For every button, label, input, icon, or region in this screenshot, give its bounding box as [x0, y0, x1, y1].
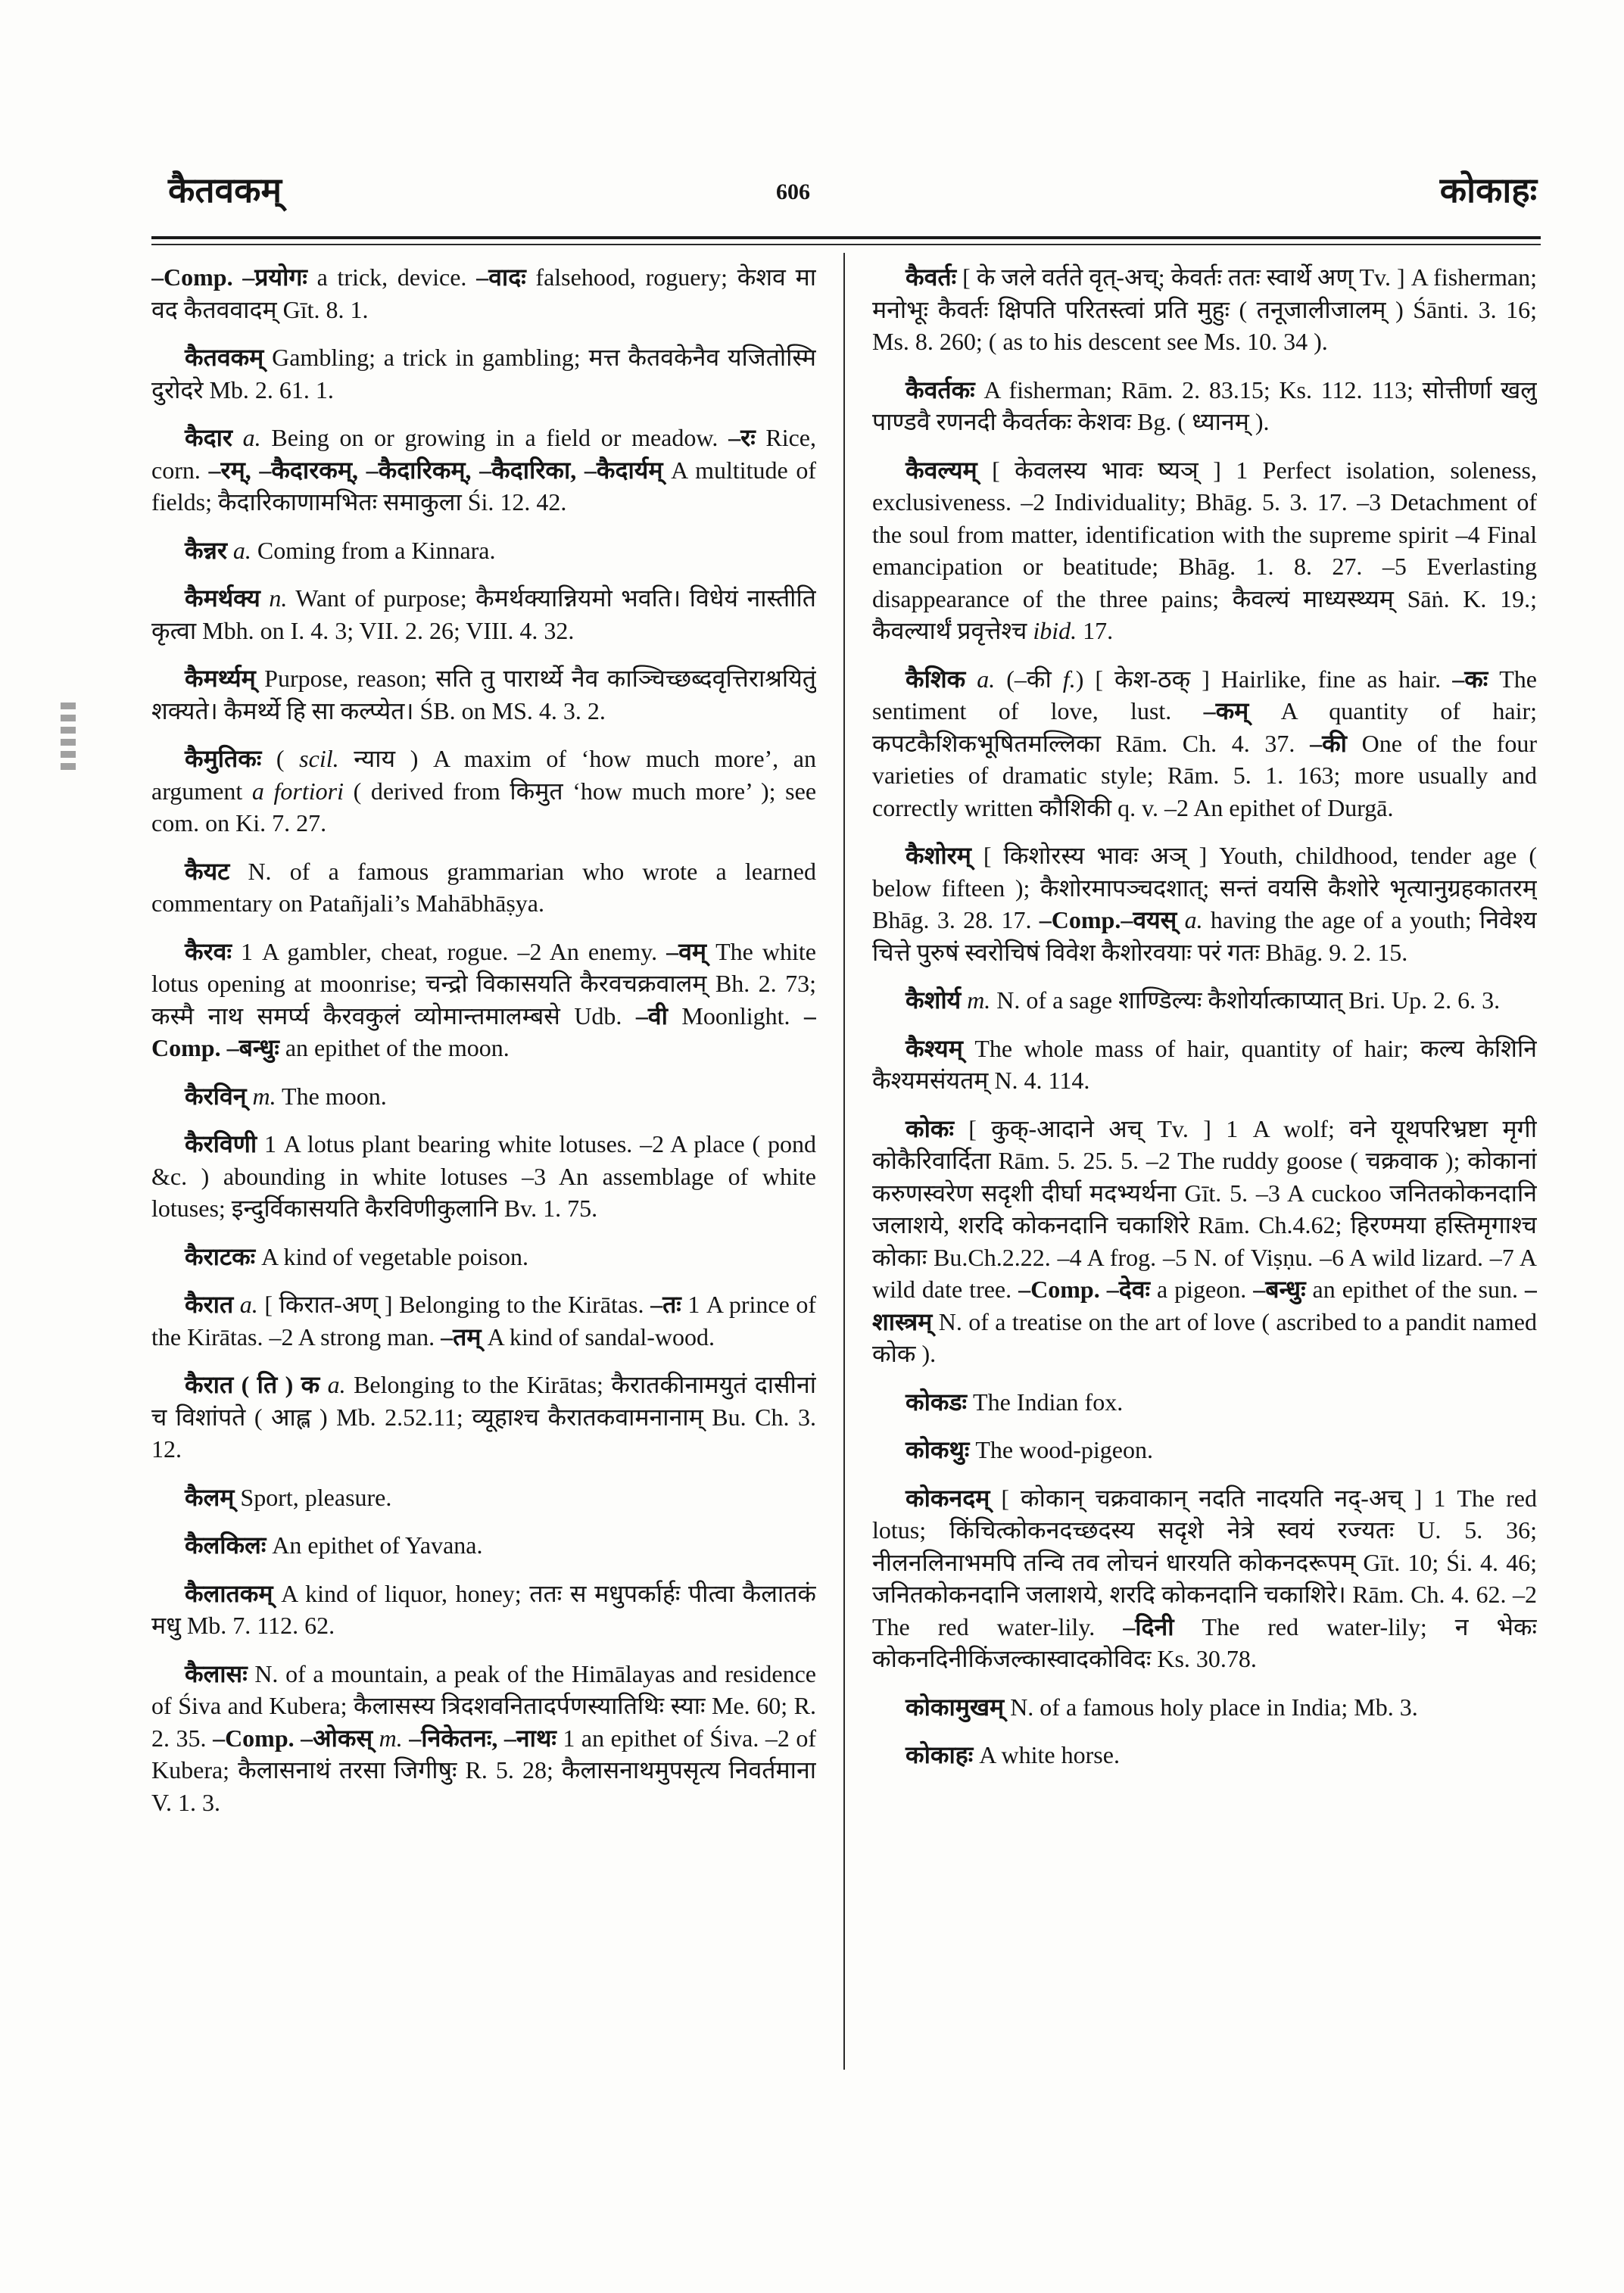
dictionary-entry	[151, 534, 816, 567]
definition-text: An epithet of Yavana.	[266, 1531, 483, 1559]
margin-mark	[61, 703, 76, 772]
definition-text: Sport, pleasure.	[234, 1483, 392, 1511]
right-guide-word: कोकाहः	[1439, 171, 1537, 210]
sub-headword: –Comp. –देवः	[1018, 1276, 1150, 1303]
definition-text	[247, 1083, 253, 1110]
headword: कैमर्थक्य	[185, 584, 260, 612]
dictionary-entry	[872, 840, 1537, 968]
grammar-abbreviation: a.	[327, 1371, 346, 1398]
definition-text: having the age of a youth; निवेश्य चित्ते पुरुषं स्वरोचिषं विवेश कैशोरवयाः परं गतः Bhāg. 9. 2. 15.	[872, 906, 1537, 966]
sub-headword: –की	[1310, 729, 1347, 757]
sub-headword: –रम्, –कैदारकम्, –कैदारिकम्, –कैदारिका, –कैदार्यम्	[208, 456, 663, 484]
definition-text: A kind of vegetable poison.	[255, 1242, 528, 1270]
definition-text: (	[261, 745, 300, 772]
headword: कोकाहः	[906, 1741, 974, 1768]
headword: कैरवः	[185, 937, 232, 965]
dictionary-entry	[151, 1658, 816, 1819]
dictionary-entry	[872, 374, 1537, 438]
dictionary-entry	[872, 984, 1537, 1017]
sub-headword: –Comp. –बन्धुः	[151, 1002, 816, 1061]
dictionary-entry	[151, 1369, 816, 1466]
definition-text: 1 A lotus plant bearing white lotuses. –2 A place ( pond &c. ) abounding in white lotuses –3 An assemblage of white lotuses; इन्दुर्विकासयति कैरविणीकुलानि Bv. 1. 75.	[151, 1130, 816, 1222]
definition-text: N. of a mountain, a peak of the Himālayas and residence of Śiva and Kubera; कैलासस्य त्रिदशवनितादर्पणस्यातिथिः स्याः Me. 60; R. 2. 35.	[151, 1659, 816, 1752]
sub-headword: –दिनी	[1123, 1612, 1174, 1640]
definition-text: Want of purpose; कैमर्थक्यान्नियमो भवति। विधेयं नास्तीति कृत्वा Mbh. on I. 4. 3; VII. 2. 26; VIII. 4. 32.	[151, 584, 816, 644]
headword: कैतवकम्	[185, 344, 264, 371]
dictionary-entry	[872, 1386, 1537, 1419]
sub-headword: –रः	[728, 424, 756, 451]
grammar-abbreviation: m.	[379, 1724, 403, 1752]
dictionary-entry	[872, 261, 1537, 358]
sub-headword: –Comp.–वयस्	[1039, 906, 1177, 933]
header-rule-thin	[151, 244, 1541, 245]
definition-text	[233, 1291, 240, 1318]
column-divider	[843, 253, 845, 2070]
definition-text: ( derived from किमुत ‘how much more’ ); see com. on Ki. 7. 27.	[151, 777, 816, 837]
headword: कैलम्	[185, 1483, 235, 1511]
grammar-abbreviation: a.	[977, 665, 996, 693]
grammar-abbreviation: m.	[967, 986, 991, 1014]
definition-text	[227, 537, 233, 564]
dictionary-entry	[872, 1113, 1537, 1370]
definition-text: The Indian fox.	[967, 1388, 1124, 1416]
headword: कैश्यम्	[906, 1034, 963, 1062]
dictionary-entry	[151, 1080, 816, 1113]
sub-headword: –वम्	[666, 937, 707, 965]
headword: कैलासः	[185, 1659, 248, 1687]
definition-text: A quantity of hair; कपटकैशिकभूषितमल्लिका Rām. Ch. 4. 37.	[872, 697, 1537, 757]
sub-headword: –कः	[1452, 665, 1488, 693]
dictionary-entry	[151, 1288, 816, 1353]
definition-text: [ किरात-अण् ] Belonging to the Kirātas.	[257, 1291, 651, 1318]
sub-headword: –बन्धुः	[1253, 1276, 1306, 1303]
definition-text	[320, 1371, 327, 1398]
headword: कैराटकः	[185, 1242, 256, 1270]
sub-headword: –वादः	[476, 263, 526, 291]
sub-headword: –शास्त्रम्	[872, 1276, 1537, 1335]
headword: कैमुतिकः	[185, 745, 262, 772]
grammar-abbreviation: n.	[269, 584, 288, 612]
definition-text: [ कुक्-आदाने अच् Tv. ] 1 A wolf; वने यूथपरिभ्रष्टा मृगी कोकैरिवार्दिता Rām. 5. 25. 5. –2 The ruddy goose ( चक्रवाक ); कोकानां करुणस्वरेण सदृशी दीर्घा मदभ्यर्थना Gīt. 5. –3 A cuckoo जनितकोकनदानि जलाशये, शरदि कोकनदानि चकाशिरे Rām. Ch.4.62; हिरण्मया हस्तिमृगाश्च कोकाः Bu.Ch.2.22. –4 A frog. –5 N. of Viṣṇu. –6 A wild lizard. –7 A wild date tree.	[872, 1114, 1537, 1303]
definition-text: The moon.	[276, 1082, 387, 1110]
dictionary-entry	[151, 1128, 816, 1225]
definition-text: A kind of sandal-wood.	[481, 1323, 715, 1351]
definition-text	[965, 665, 977, 693]
dictionary-entry	[151, 1481, 816, 1514]
definition-text: The whole mass of hair, quantity of hair; कल्य केशिनि कैश्यमसंयतम् N. 4. 114.	[872, 1034, 1537, 1094]
dictionary-entry	[872, 1033, 1537, 1097]
definition-text: N. of a treatise on the art of love ( ascribed to a pandit named कोक ).	[872, 1307, 1537, 1367]
dictionary-entry	[872, 1434, 1537, 1466]
definition-text: [ के जले वर्तते वृत्-अच्; केवर्तः ततः स्वार्थे अण् Tv. ] A fisherman; मनोभूः कैवर्तः क्षिपति परितस्त्वां प्रति मुहुः ( तनूजालीजालम् ) Śānti. 3. 16; Ms. 8. 260; ( as to his descent see Ms. 10. 34 ).	[872, 263, 1537, 355]
definition-text: Being on or growing in a field or meadow.	[260, 424, 729, 451]
dictionary-entry	[151, 855, 816, 920]
definition-text: Moonlight.	[667, 1002, 804, 1030]
headword: कैन्नर	[185, 536, 227, 564]
dictionary-entry	[151, 1529, 816, 1562]
headword: कोकडः	[906, 1388, 968, 1416]
definition-text: The wood-pigeon.	[969, 1436, 1153, 1463]
headword: –Comp. –प्रयोगः	[151, 263, 307, 291]
dictionary-entry	[151, 422, 816, 519]
headword: कोकथुः	[906, 1436, 970, 1463]
header-rule-thick	[151, 236, 1541, 239]
definition-text	[961, 986, 967, 1014]
definition-text: [ किशोरस्य भावः अञ् ] Youth, childhood, tender age ( below fifteen ); कैशोरमापञ्चदशात्; सन्तं वयसि कैशोरे भृत्यानुग्रहकातरम् Bhāg. 3. 28. 17.	[872, 842, 1537, 933]
definition-text: an epithet of the sun.	[1305, 1276, 1526, 1303]
headword: कैवल्यम्	[906, 456, 977, 484]
headword: कैदार	[185, 424, 232, 451]
grammar-abbreviation: a.	[232, 536, 251, 564]
dictionary-entry	[151, 662, 816, 727]
definition-text: an epithet of the moon.	[279, 1034, 510, 1061]
definition-text: [ केवलस्य भावः ष्यञ् ] 1 Perfect isolation, soleness, exclusiveness. –2 Individuality; Bhāg. 5. 3. 17. –3 Detachment of the soul from matter, identification with the supreme spirit –4 Final emancipation or beatitude; Bhāg. 1. 8. 27. –5 Everlasting disappearance of the three pains; कैवल्यं माध्यस्थ्यम् Sāṅ. K. 19.; कैवल्यार्थं प्रवृत्तेश्च	[872, 456, 1537, 644]
headword: कोकामुखम्	[906, 1693, 1005, 1721]
definition-text: a trick, device.	[307, 263, 477, 291]
definition-text: न्याय ) A maxim of ‘how much more’, an argument	[151, 745, 816, 805]
headword: कैलकिलः	[185, 1531, 267, 1559]
sub-headword: –Comp. –ओकस्	[213, 1724, 373, 1752]
definition-text	[372, 1724, 379, 1752]
sub-headword: –वी	[635, 1002, 668, 1030]
headword: कैयट	[185, 857, 230, 885]
headword: कैशिक	[906, 665, 966, 693]
definition-text: [ कोकान् चक्रवाकान् नदति नादयति नद्-अच् ] 1 The red lotus; किंचित्कोकनदच्छदस्य सदृशे नेत्रे स्वयं रज्यतः U. 5. 36; नीलनलिनाभमपि तन्वि तव लोचनं धारयति कोकनदरूपम् Gīt. 10; Śi. 4. 46; जनितकोकनदानि जलाशये, शरदि कोकनदानि चकाशिरे। Rām. Ch. 4. 62. –2 The red water-lily.	[872, 1484, 1537, 1640]
definition-text: A white horse.	[973, 1741, 1120, 1768]
headword: कैशोर्य	[906, 986, 962, 1014]
definition-text: Purpose, reason; सति तु पारार्थ्ये नैव काञ्चिच्छब्दवृत्तिराश्रयितुं शक्यते। कैमर्थ्ये हि सा कल्प्येत। ŚB. on MS. 4. 3. 2.	[151, 665, 816, 724]
definition-text: a pigeon.	[1149, 1276, 1254, 1303]
dictionary-entry	[872, 663, 1537, 824]
headword: कैरविणी	[185, 1130, 257, 1157]
dictionary-entry	[872, 1691, 1537, 1724]
definition-text: 1 A prince of the Kirātas. –2 A strong man.	[151, 1291, 816, 1351]
sub-headword: –तः	[650, 1291, 681, 1318]
definition-text: 17.	[1077, 617, 1114, 644]
left-guide-word: कैतवकम्	[168, 171, 282, 210]
definition-text: N. of a famous grammarian who wrote a learned commentary on Patañjali’s Mahābhāṣya.	[151, 857, 816, 917]
headword: कैरात	[185, 1291, 234, 1318]
definition-text: A kind of liquor, honey; ततः स मधुपर्कार्हः पीत्वा कैलातकं मधु Mb. 7. 112. 62.	[151, 1579, 816, 1639]
definition-text: (–की	[995, 665, 1063, 693]
dictionary-entry	[872, 1482, 1537, 1675]
definition-text: A fisherman; Rām. 2. 83.15; Ks. 112. 113; सोत्तीर्णा खलु पाण्डवै रणनदी कैवर्तकः केशवः Bg. ( ध्यानम् ).	[872, 375, 1537, 435]
definition-text: 1 A gambler, cheat, rogue. –2 An enemy.	[231, 937, 667, 965]
dictionary-entry	[151, 582, 816, 646]
headword: कैवर्तकः	[906, 375, 975, 403]
headword: कैलातकम्	[185, 1579, 273, 1607]
dictionary-entry	[872, 1739, 1537, 1771]
page-number: 606	[776, 179, 810, 204]
sub-headword: –कम्	[1203, 697, 1249, 724]
definition-text: Rice, corn.	[151, 424, 816, 484]
headword: कैवर्तः	[906, 263, 957, 291]
definition-text	[232, 424, 243, 451]
dictionary-entry	[151, 261, 816, 326]
headword: कैरविन्	[185, 1082, 247, 1110]
sub-headword: –तम्	[441, 1323, 482, 1351]
definition-text: The sentiment of love, lust.	[872, 665, 1537, 724]
sub-headword: –निकेतनः, –नाथः	[409, 1724, 556, 1752]
definition-text: Coming from a Kinnara.	[251, 536, 496, 564]
grammar-abbreviation: scil.	[299, 745, 339, 772]
headword: कैरात ( ति ) क	[185, 1371, 320, 1398]
grammar-abbreviation: a.	[239, 1291, 258, 1318]
definition-text: The white lotus opening at moonrise; चन्द्रो विकासयति कैरवचक्रवालम् Bh. 2. 73; कस्मै नाथ समर्प्य कैरवकुलं व्योमान्तमालम्बसे Udb.	[151, 937, 816, 1030]
left-column	[151, 261, 816, 2260]
dictionary-entry	[151, 936, 816, 1064]
definition-text: N. of a sage शाण्डिल्यः कैशोर्यात्काप्यात् Bri. Up. 2. 6. 3.	[990, 986, 1501, 1014]
headword: कोकः	[906, 1114, 954, 1142]
right-column	[872, 261, 1537, 2260]
definition-text	[260, 584, 269, 612]
definition-text: falsehood, roguery; केशव मा वद कैतववादम् Gīt. 8. 1.	[151, 263, 816, 323]
grammar-abbreviation: a.	[242, 424, 261, 451]
grammar-abbreviation: a fortiori	[251, 777, 344, 805]
grammar-abbreviation: f.	[1062, 665, 1076, 693]
dictionary-entry	[151, 743, 816, 840]
headword: कोकनदम्	[906, 1484, 990, 1512]
definition-text	[1177, 906, 1184, 933]
headword: कैमर्थ्यम्	[185, 665, 256, 692]
definition-text: The red water-lily; न भेकः कोकनदिनीकिंजल्कास्वादकोविदः Ks. 30.78.	[872, 1612, 1537, 1672]
dictionary-entry	[872, 454, 1537, 647]
definition-text	[403, 1724, 410, 1752]
definition-text: A multitude of fields; कैदारिकाणामभितः समाकुला Śi. 12. 42.	[151, 456, 816, 516]
definition-text: 1 an epithet of Śiva. –2 of Kubera; कैलासनाथं तरसा जिगीषुः R. 5. 28; कैलासनाथमुपसृत्य निवर्तमाना V. 1. 3.	[151, 1724, 816, 1816]
grammar-abbreviation: m.	[252, 1082, 276, 1110]
dictionary-entry	[151, 341, 816, 406]
definition-text: N. of a famous holy place in India; Mb. 3.	[1004, 1693, 1418, 1721]
definition-text: Gambling; a trick in gambling; मत्त कैतवकेनैव यजितोस्मि दुरोदरे Mb. 2. 61. 1.	[151, 344, 816, 403]
headword: कैशोरम्	[906, 842, 971, 869]
grammar-abbreviation: ibid.	[1033, 617, 1077, 644]
grammar-abbreviation: a.	[1184, 906, 1203, 933]
definition-text: One of the four varieties of dramatic style; Rām. 5. 1. 163; more usually and correctly written कौशिकी q. v. –2 An epithet of Durgā.	[872, 729, 1537, 821]
definition-text: ) [ केश-ठक् ] Hairlike, fine as hair.	[1075, 665, 1453, 693]
dictionary-entry	[151, 1241, 816, 1273]
dictionary-entry	[151, 1578, 816, 1642]
definition-text: Belonging to the Kirātas; कैरातकीनामयुतं दासीनां च विशांपते ( आह्ल ) Mb. 2.52.11; व्यूहाश्च कैरातकवामनानाम् Bu. Ch. 3. 12.	[151, 1371, 816, 1463]
